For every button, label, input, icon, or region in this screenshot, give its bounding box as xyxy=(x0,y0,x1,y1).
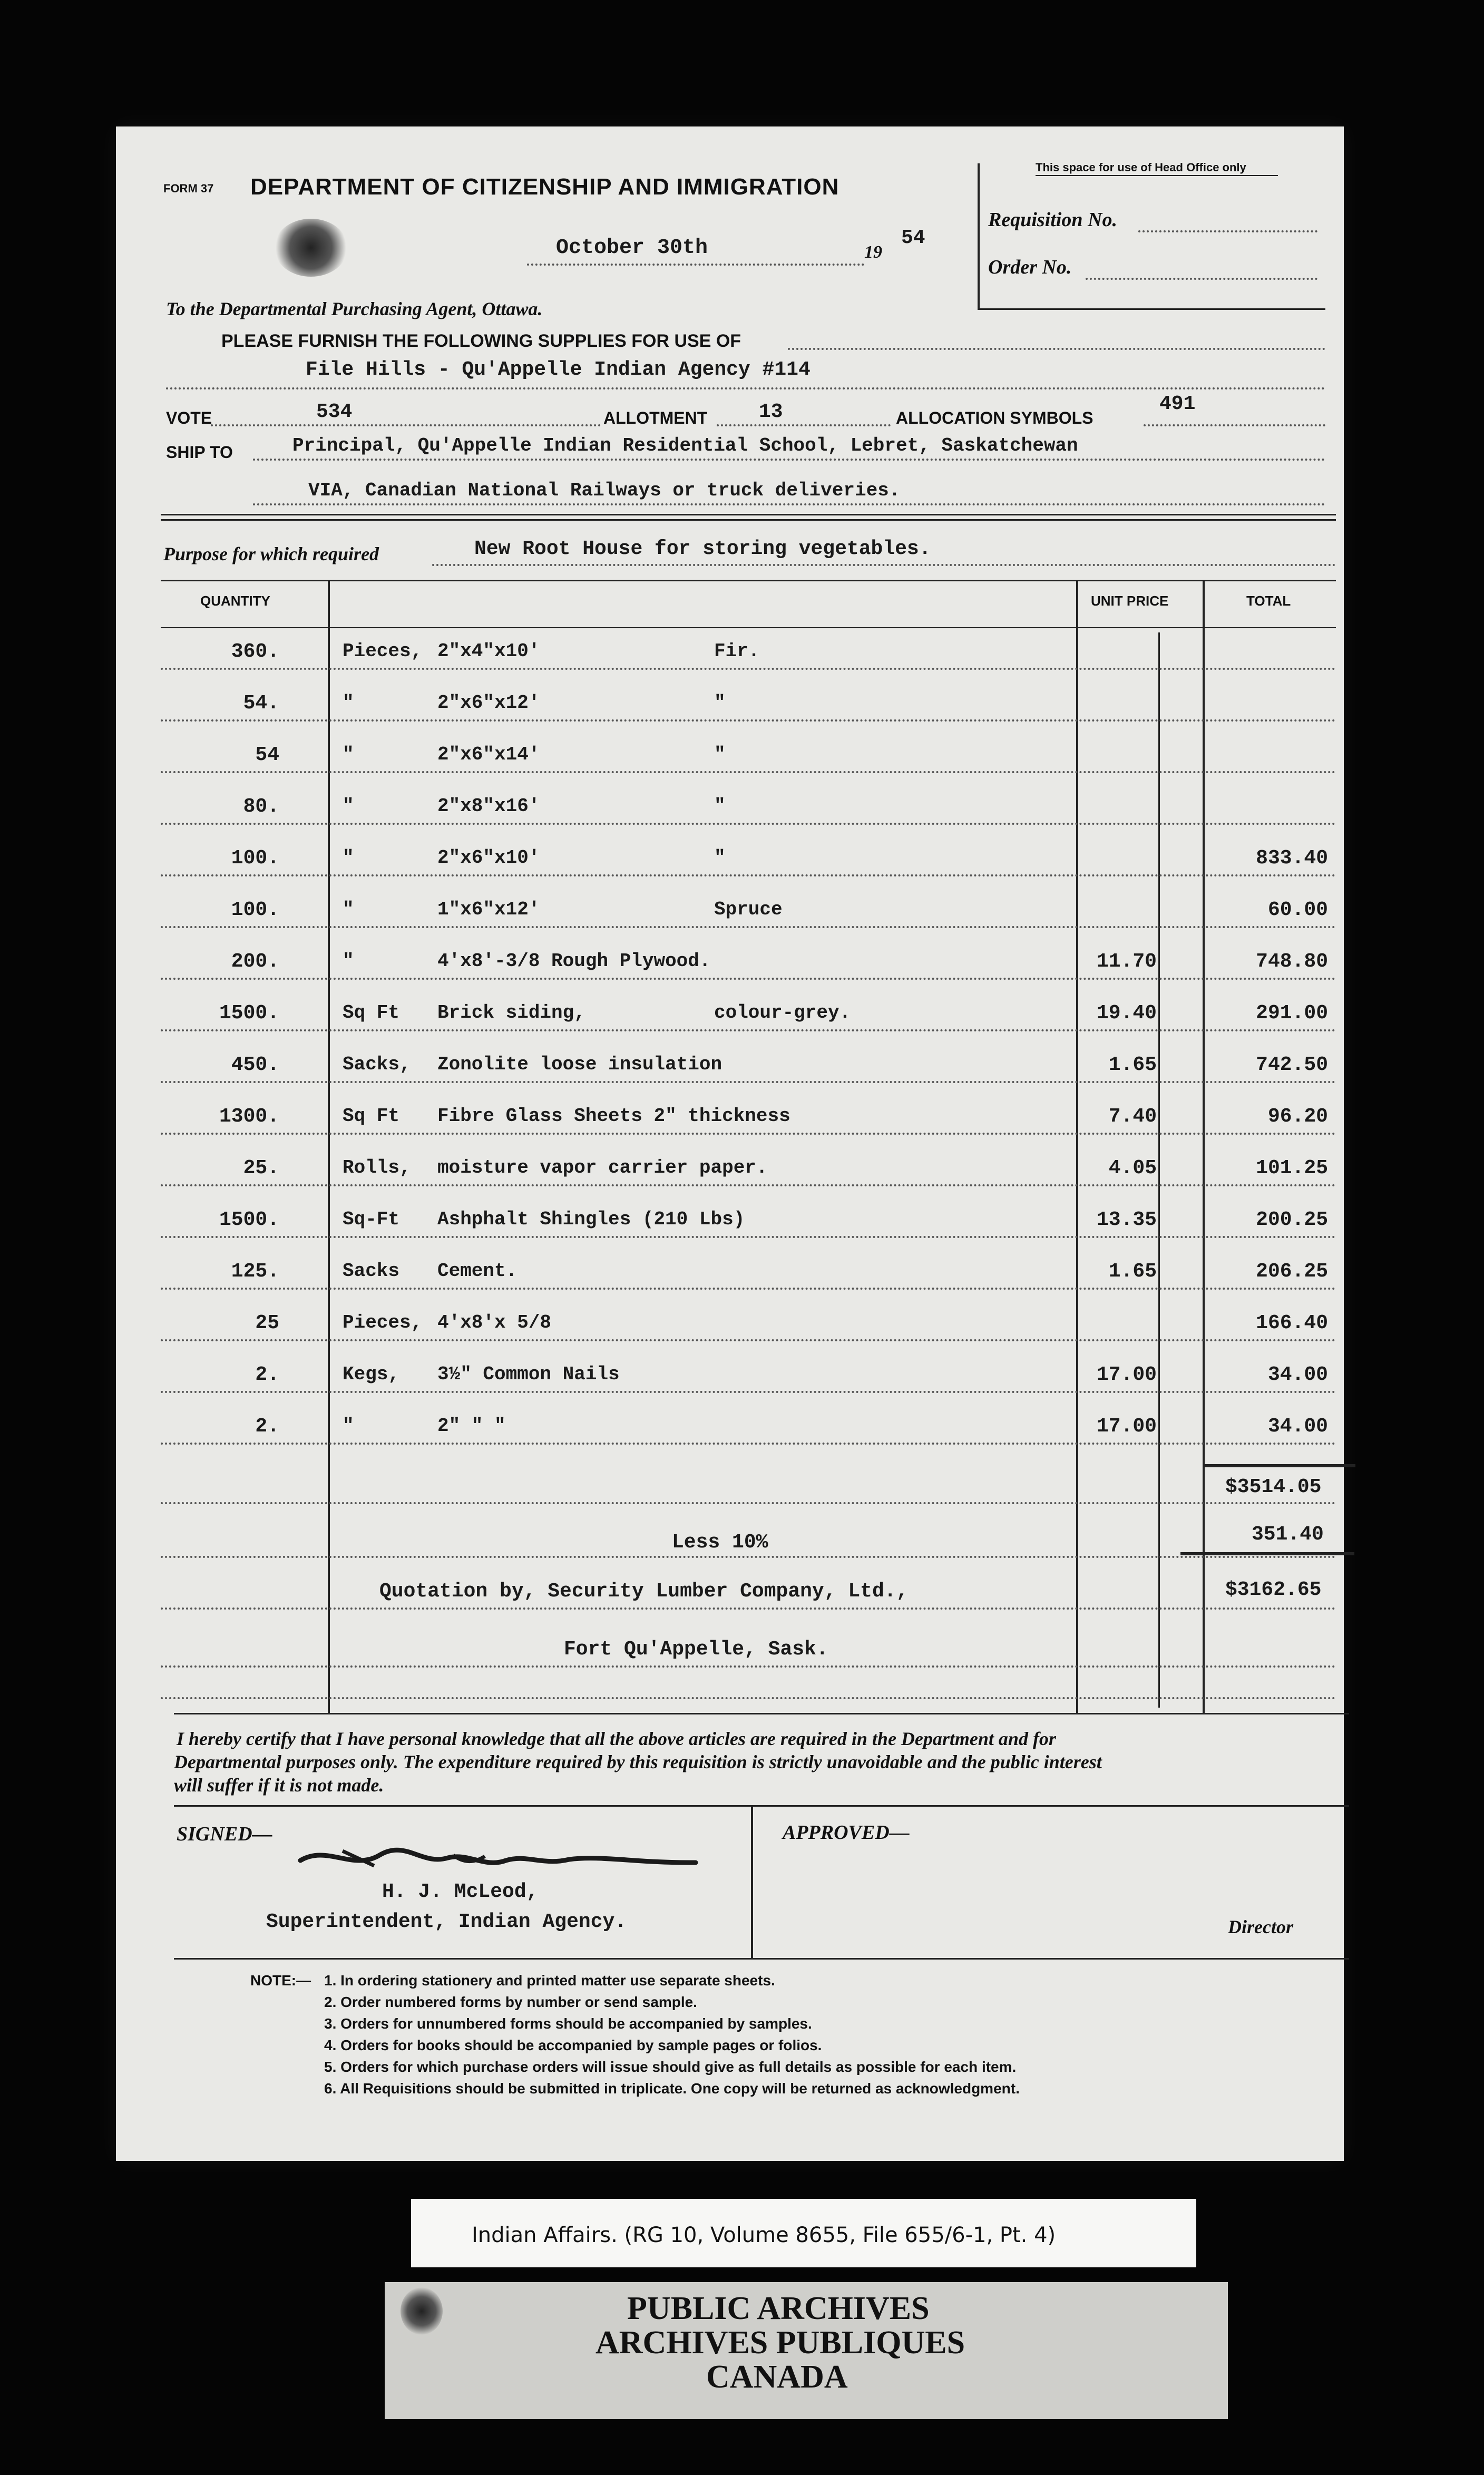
qty-cell: 25 xyxy=(255,1312,279,1334)
qty-cell: 200. xyxy=(231,950,279,973)
desc-cell: 2"x8"x16' xyxy=(437,795,540,817)
qty-cell: 54 xyxy=(255,744,279,766)
qty-cell: 1500. xyxy=(219,1002,279,1025)
material-cell: " xyxy=(714,692,726,714)
certify-line-3: will suffer if it is not made. xyxy=(174,1775,384,1796)
quotation-line-2: Fort Qu'Appelle, Sask. xyxy=(564,1638,828,1661)
unit-cell: Sq-Ft xyxy=(343,1209,400,1230)
note-item: 2. Order numbered forms by number or send sample. xyxy=(324,1994,697,2010)
allocation-value: 491 xyxy=(1159,393,1196,415)
qty-cell: 125. xyxy=(231,1260,279,1283)
note-item: 3. Orders for unnumbered forms should be accompanied by samples. xyxy=(324,2015,812,2032)
qty-cell: 100. xyxy=(231,899,279,921)
archive-reference: Indian Affairs. (RG 10, Volume 8655, File 655/6-1, Pt. 4) xyxy=(472,2223,1056,2247)
date-month-day: October 30th xyxy=(556,236,708,260)
row-line xyxy=(161,668,1336,670)
signer-name: H. J. McLeod, xyxy=(382,1880,539,1903)
desc-cell: moisture vapor carrier paper. xyxy=(437,1157,768,1178)
price-cell: 19.40 xyxy=(1096,1002,1157,1025)
price-cell: 7.40 xyxy=(1108,1105,1157,1128)
subtotal-value: $3514.05 xyxy=(1225,1476,1322,1498)
desc-cell: Brick siding, xyxy=(437,1002,585,1024)
certify-line-1: I hereby certify that I have personal knowledge that all the above articles are required in the Department and for xyxy=(177,1728,1056,1749)
unit-cell: " xyxy=(343,1415,354,1437)
row-line xyxy=(161,823,1336,825)
unit-cell: " xyxy=(343,847,354,869)
grand-total-value: $3162.65 xyxy=(1225,1578,1322,1601)
unit-cell: Sq Ft xyxy=(343,1002,400,1024)
row-line xyxy=(161,874,1336,876)
desc-cell: 2"x4"x10' xyxy=(437,640,540,662)
unit-cell: Sacks xyxy=(343,1260,400,1282)
material-cell: " xyxy=(714,847,726,869)
total-cell: 34.00 xyxy=(1267,1363,1328,1386)
order-no-label: Order No. xyxy=(988,256,1072,278)
cents-divider xyxy=(1158,632,1160,1708)
qty-cell: 25. xyxy=(243,1157,279,1180)
total-divider xyxy=(1203,580,1205,1713)
desc-cell: Cement. xyxy=(437,1260,518,1282)
furnish-label: PLEASE FURNISH THE FOLLOWING SUPPLIES FOR USE OF xyxy=(221,331,741,351)
price-cell: 17.00 xyxy=(1096,1415,1157,1438)
signature xyxy=(295,1839,706,1882)
price-cell: 1.65 xyxy=(1108,1054,1157,1076)
qty-cell: 2. xyxy=(255,1363,279,1386)
less-value: 351.40 xyxy=(1252,1523,1324,1546)
price-cell: 1.65 xyxy=(1108,1260,1157,1283)
price-cell: 11.70 xyxy=(1096,950,1157,973)
unit-cell: Sacks, xyxy=(343,1054,411,1075)
unit-cell: " xyxy=(343,692,354,714)
desc-cell: 2"x6"x10' xyxy=(437,847,540,869)
desc-cell: 2"x6"x12' xyxy=(437,692,540,714)
total-cell: 748.80 xyxy=(1256,950,1328,973)
stamp-line-2: ARCHIVES PUBLIQUES xyxy=(595,2325,965,2361)
qty-cell: 100. xyxy=(231,847,279,870)
note-item: 1. In ordering stationery and printed matter use separate sheets. xyxy=(324,1972,775,1989)
unit-cell: " xyxy=(343,795,354,817)
to-purchasing-agent: To the Departmental Purchasing Agent, Ottawa. xyxy=(166,298,543,319)
ship-to-value: Principal, Qu'Appelle Indian Residential School, Lebret, Saskatchewan xyxy=(292,435,1078,456)
unit-cell: Sq Ft xyxy=(343,1105,400,1127)
price-divider xyxy=(1076,580,1078,1713)
desc-cell: Zonolite loose insulation xyxy=(437,1054,723,1075)
quotation-line-1: Quotation by, Security Lumber Company, Ltd., xyxy=(379,1580,909,1603)
material-cell: " xyxy=(714,744,726,765)
form-number: FORM 37 xyxy=(163,182,214,195)
total-cell: 206.25 xyxy=(1256,1260,1328,1283)
ink-stain xyxy=(274,219,348,277)
row-line xyxy=(161,1391,1336,1393)
stamp-line-1: PUBLIC ARCHIVES xyxy=(627,2291,930,2326)
row-line xyxy=(161,1236,1336,1238)
unit-cell: " xyxy=(343,899,354,920)
unit-cell: Rolls, xyxy=(343,1157,411,1178)
vote-value: 534 xyxy=(316,401,353,423)
row-line xyxy=(161,1081,1336,1083)
row-line xyxy=(161,926,1336,928)
note-item: 4. Orders for books should be accompanied by sample pages or folios. xyxy=(324,2037,822,2053)
qty-divider xyxy=(328,580,330,1713)
date-century: 19 xyxy=(864,242,882,262)
purpose-label: Purpose for which required xyxy=(163,543,379,564)
total-cell: 96.20 xyxy=(1267,1105,1328,1128)
director-label: Director xyxy=(1228,1916,1293,1937)
vote-label: VOTE xyxy=(166,408,212,427)
via-value: VIA, Canadian National Railways or truck deliveries. xyxy=(308,480,901,501)
row-line xyxy=(161,1288,1336,1290)
material-cell: Fir. xyxy=(714,640,760,662)
total-cell: 833.40 xyxy=(1256,847,1328,870)
unit-cell: Pieces, xyxy=(343,640,423,662)
row-line xyxy=(161,1133,1336,1135)
qty-cell: 2. xyxy=(255,1415,279,1438)
price-cell: 4.05 xyxy=(1108,1157,1157,1180)
total-cell: 60.00 xyxy=(1267,899,1328,921)
unit-cell: " xyxy=(343,950,354,972)
desc-cell: 4'x8'x 5/8 xyxy=(437,1312,552,1333)
desc-cell: 3½" Common Nails xyxy=(437,1363,620,1385)
allotment-label: ALLOTMENT xyxy=(603,408,708,427)
department-title: DEPARTMENT OF CITIZENSHIP AND IMMIGRATION xyxy=(250,174,839,200)
total-cell: 101.25 xyxy=(1256,1157,1328,1180)
signed-label: SIGNED— xyxy=(177,1823,272,1845)
less-label: Less 10% xyxy=(672,1531,768,1554)
price-cell: 13.35 xyxy=(1096,1209,1157,1231)
unit-cell: Pieces, xyxy=(343,1312,423,1333)
unit-price-header: UNIT PRICE xyxy=(1091,593,1169,609)
allocation-label: ALLOCATION SYMBOLS xyxy=(896,408,1094,427)
stamp-line-3: CANADA xyxy=(706,2359,848,2395)
row-line xyxy=(161,1184,1336,1186)
total-cell: 291.00 xyxy=(1256,1002,1328,1025)
quantity-header: QUANTITY xyxy=(200,593,270,609)
row-line xyxy=(161,1339,1336,1341)
qty-cell: 80. xyxy=(243,795,279,818)
desc-cell: 4'x8'-3/8 Rough Plywood. xyxy=(437,950,711,972)
row-line xyxy=(161,1443,1336,1445)
price-cell: 17.00 xyxy=(1096,1363,1157,1386)
row-line xyxy=(161,1029,1336,1031)
qty-cell: 54. xyxy=(243,692,279,715)
purpose-value: New Root House for storing vegetables. xyxy=(474,538,931,560)
furnish-value: File Hills - Qu'Appelle Indian Agency #114 xyxy=(306,358,811,381)
qty-cell: 1500. xyxy=(219,1209,279,1231)
unit-cell: " xyxy=(343,744,354,765)
signer-title: Superintendent, Indian Agency. xyxy=(266,1911,627,1933)
ship-to-label: SHIP TO xyxy=(166,443,233,462)
requisition-no-label: Requisition No. xyxy=(988,209,1117,231)
note-item: 5. Orders for which purchase orders will issue should give as full details as possible for each item. xyxy=(324,2059,1017,2075)
desc-cell: 2"x6"x14' xyxy=(437,744,540,765)
row-line xyxy=(161,771,1336,773)
total-cell: 742.50 xyxy=(1256,1054,1328,1076)
qty-cell: 450. xyxy=(231,1054,279,1076)
qty-cell: 1300. xyxy=(219,1105,279,1128)
qty-cell: 360. xyxy=(231,640,279,663)
total-cell: 166.40 xyxy=(1256,1312,1328,1334)
certify-line-2: Departmental purposes only. The expenditure required by this requisition is strictly unavoidable and the public interest xyxy=(174,1751,1102,1772)
note-item: 6. All Requisitions should be submitted in triplicate. One copy will be returned as acknowledgment. xyxy=(324,2080,1020,2097)
total-header: TOTAL xyxy=(1246,593,1291,609)
desc-cell: Fibre Glass Sheets 2" thickness xyxy=(437,1105,790,1127)
allotment-value: 13 xyxy=(759,401,783,423)
row-line xyxy=(161,978,1336,980)
total-cell: 34.00 xyxy=(1267,1415,1328,1438)
note-label: NOTE:— xyxy=(250,1972,311,1989)
desc-cell: 2" " " xyxy=(437,1415,506,1437)
date-year: 54 xyxy=(901,227,925,249)
unit-cell: Kegs, xyxy=(343,1363,400,1385)
material-cell: " xyxy=(714,795,726,817)
material-cell: Spruce xyxy=(714,899,783,920)
row-line xyxy=(161,719,1336,722)
desc-cell: 1"x6"x12' xyxy=(437,899,540,920)
head-office-title: This space for use of Head Office only xyxy=(1036,161,1246,174)
material-cell: colour-grey. xyxy=(714,1002,851,1024)
total-cell: 200.25 xyxy=(1256,1209,1328,1231)
approved-label: APPROVED— xyxy=(783,1821,910,1844)
desc-cell: Ashphalt Shingles (210 Lbs) xyxy=(437,1209,745,1230)
